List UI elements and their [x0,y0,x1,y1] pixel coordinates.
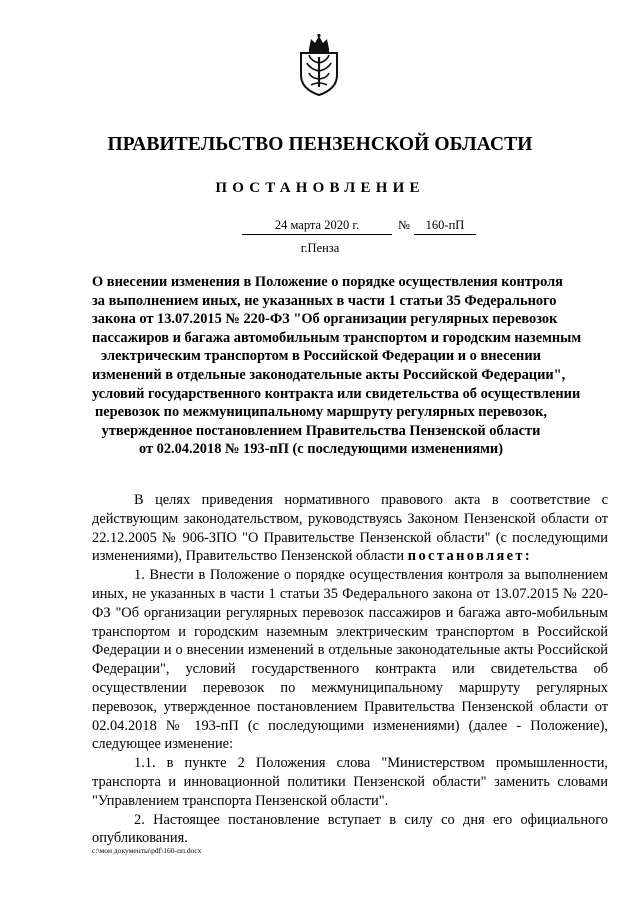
government-name: ПРАВИТЕЛЬСТВО ПЕНЗЕНСКОЙ ОБЛАСТИ [107,134,533,155]
document-number: 160-пП [414,218,476,235]
item-1-paragraph: 1. Внести в Положение о порядке осуществления контроля за выполнением иных, не указанных в части 1 статьи 35 Федерального закона от 13.07.2015 № 220-ФЗ "Об организации регулярных перевозок пассажиров и багажа авто-мобильным транспортом и городским наземным электрическим транспортом в Российской Федерации и о внесении изменений в отдельные законодательные акты Российской Федерации", условий государственного контракта или свидетельства об осуществлении перевозок по межмуниципальному маршруту регулярных перевозок, утвержденное постановлением Правительства Пензенской области от 02.04.2018 № 193-пП (с последующими изменениями) (далее - Положение), следующее изменение: [92,567,608,753]
resolves-word: постановляет: [407,548,533,565]
item-2-paragraph: 2. Настоящее постановление вступает в силу со дня его официального опубликования. [92,811,608,847]
item-1-1-paragraph: 1.1. в пункте 2 Положения слова "Министерством промышленности, транспорта и инновационной политики Пензенской области" заменить словами "Управлением транспорта Пензенской области". [92,755,608,809]
heading-line: перевозок по межмуниципальному маршруту регулярных перевозок, [94,404,548,421]
penza-oblast-coat-of-arms-icon [297,33,341,97]
heading-line: за выполнением иных, не указанных в части 1 статьи 35 Федерального [92,292,557,309]
heading-line: закона от 13.07.2015 № 220-ФЗ "Об организации регулярных перевозок [92,311,558,328]
document-city: г.Пенза [300,241,340,255]
heading-line: условий государственного контракта или свидетельства об осуществлении [92,385,581,402]
heading-line: от 02.04.2018 № 193-пП (с последующими изменениями) [138,441,504,458]
preamble-text: В целях приведения нормативного правового акта в соответствие с действующим законодательством, руководствуясь Законом Пензенской области от 22.12.2005 № 906-ЗПО "О Правительстве Пензенской области" (с последующими изменениями), Правительство Пензенской области [92,492,608,565]
heading-line: пассажиров и багажа автомобильным транспортом и городским наземным [92,329,582,346]
heading-line: О внесении изменения в Положение о порядке осуществления контроля [92,274,563,290]
document-heading [92,273,582,459]
document-date: 24 марта 2020 г. [242,218,392,235]
heading-line: электрическим транспортом в Российской Федерации и о внесении [101,348,541,365]
heading-line: утвержденное постановлением Правительства Пензенской области [101,422,541,439]
number-sign: № [398,218,410,232]
file-path-footer: c:\мои документы\pdf\160-пп.docx [92,846,202,855]
document-type: ПОСТАНОВЛЕНИЕ [215,180,425,196]
preamble-paragraph [92,491,608,566]
heading-line: изменений в отдельные законодательные акты Российской Федерации", [92,366,566,383]
document-body [92,491,608,848]
